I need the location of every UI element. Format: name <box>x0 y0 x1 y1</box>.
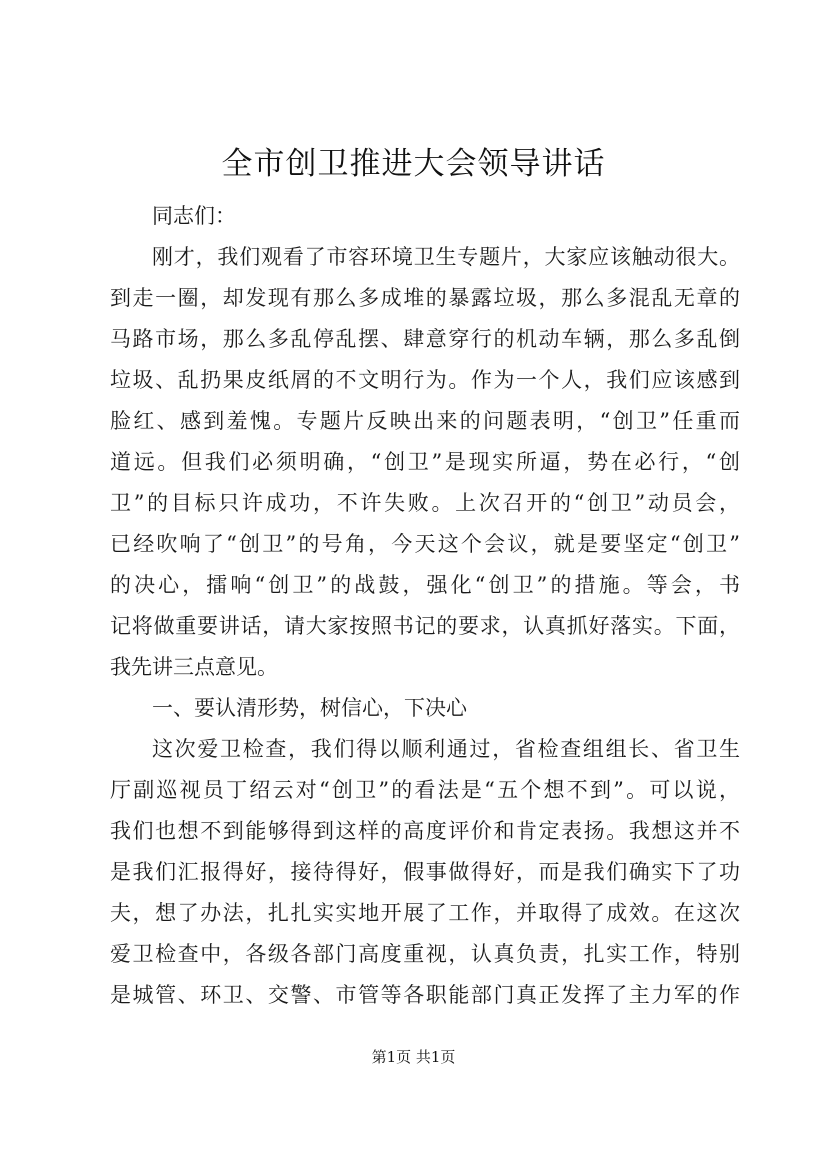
paragraph-line: 我先讲三点意见。 <box>110 655 278 679</box>
salutation-line: 同志们： <box>152 204 236 228</box>
paragraph-line: 垃圾、乱扔果皮纸屑的不文明行为。作为一个人，我们应该感到 <box>110 368 740 392</box>
paragraph-line: 夫，想了办法，扎扎实实地开展了工作，并取得了成效。在这次 <box>110 901 740 925</box>
paragraph-line: 脸红、感到羞愧。专题片反映出来的问题表明，“创卫”任重而 <box>110 409 740 433</box>
paragraph-line: 道远。但我们必须明确，“创卫”是现实所逼，势在必行，“创 <box>110 450 740 474</box>
paragraph-line: 是我们汇报得好，接待得好，假事做得好，而是我们确实下了功 <box>110 860 740 884</box>
document-body <box>110 196 740 1016</box>
paragraph-line: 爱卫检查中，各级各部门高度重视，认真负责，扎实工作，特别 <box>110 942 740 966</box>
document-title: 全市创卫推进大会领导讲话 <box>221 146 606 182</box>
paragraph-line: 记将做重要讲话，请大家按照书记的要求，认真抓好落实。下面， <box>110 614 740 638</box>
paragraph-line: 的决心，擂响“创卫”的战鼓，强化“创卫”的措施。等会，书 <box>110 573 740 597</box>
paragraph-line: 厅副巡视员丁绍云对“创卫”的看法是“五个想不到”。可以说， <box>110 778 740 802</box>
paragraph-line: 刚才，我们观看了市容环境卫生专题片，大家应该触动很大。 <box>152 245 740 269</box>
paragraph-line: 这次爱卫检查，我们得以顺利通过，省检查组组长、省卫生 <box>152 737 740 761</box>
paragraph-line: 我们也想不到能够得到这样的高度评价和肯定表扬。我想这并不 <box>110 819 740 843</box>
paragraph-line: 卫”的目标只许成功，不许失败。上次召开的“创卫”动员会， <box>110 491 740 515</box>
paragraph-line: 马路市场，那么多乱停乱摆、肆意穿行的机动车辆，那么多乱倒 <box>110 327 740 351</box>
section-heading: 一、要认清形势，树信心，下决心 <box>152 696 467 720</box>
paragraph-line: 已经吹响了“创卫”的号角，今天这个会议，就是要坚定“创卫” <box>110 532 740 556</box>
paragraph-line: 是城管、环卫、交警、市管等各职能部门真正发挥了主力军的作 <box>110 983 740 1007</box>
paragraph-line: 到走一圈，却发现有那么多成堆的暴露垃圾，那么多混乱无章的 <box>110 286 740 310</box>
page-number-footer: 第1页 共1页 <box>371 1048 456 1066</box>
